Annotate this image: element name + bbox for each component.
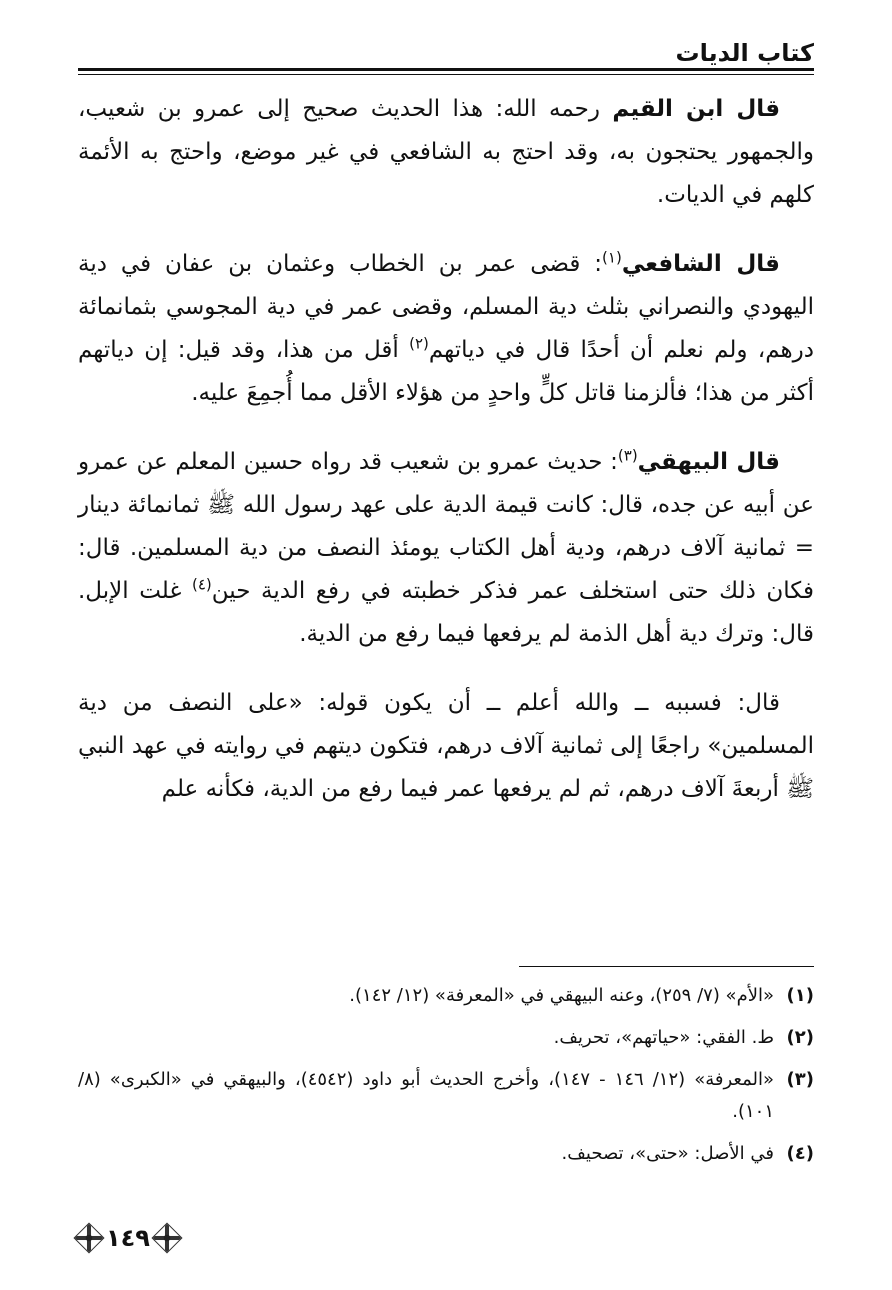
paragraph-lead: قال ابن القيم (612, 96, 781, 122)
paragraph-lead: قال البيهقي (637, 449, 780, 475)
footnote-reference-3: (٣) (617, 446, 638, 465)
paragraph-text-part-2: غلت الإبل. قال: وترك دية أهل الذمة لم يرفعها فيما رفع من الدية. (78, 578, 814, 647)
footnote-item (78, 1022, 814, 1054)
page-number-block (78, 1224, 190, 1252)
paragraph-bayhaqi (78, 441, 814, 656)
footnote-number: (٤) (786, 1143, 814, 1164)
footnote-separator (519, 966, 814, 967)
footnotes (78, 980, 814, 1180)
footnote-reference-4: (٤) (192, 575, 212, 594)
paragraph-ibn-al-qayyim (78, 88, 814, 217)
footnote-number: (٣) (786, 1069, 814, 1090)
footnote-reference-1: (١) (602, 248, 622, 267)
footnote-number: (٢) (786, 1027, 814, 1048)
footnote-text: ط. الفقي: «حياتهم»، تحريف. (553, 1027, 774, 1048)
footnote-text: «المعرفة» (١٢/ ١٤٦ - ١٤٧)، وأخرج الحديث أبو داود (٤٥٤٢)، والبيهقي في «الكبرى» (٨/ ١٠١). (78, 1069, 774, 1122)
footnote-text: في الأصل: «حتى»، تصحيف. (561, 1143, 774, 1164)
footnote-item (78, 1064, 814, 1128)
page-number: ١٤٩ (106, 1224, 150, 1252)
footnote-item (78, 1138, 814, 1170)
paragraph-lead: قال الشافعي (621, 251, 780, 277)
footnote-number: (١) (786, 985, 814, 1006)
paragraph-text-part-1: : حديث عمرو بن شعيب قد رواه حسين المعلم عن عمرو عن أبيه عن جده، قال: كانت قيمة الدية على عهد رسول الله ﷺ ثمانمائة دينار = ثمانية آلاف درهم، ودية أهل الكتاب يومئذ النصف من دية المسلمين. قال: فكان ذلك حتى استخلف عمر فذكر خطبته في رفع الدية حين (78, 449, 814, 604)
paragraph-text-part-1: : قضى عمر بن الخطاب وعثمان بن عفان في دية اليهودي والنصراني بثلث دية المسلم، وقضى عمر في دية المجوسي بثمانمائة درهم، ولم نعلم أن أحدًا قال في دياتهم (78, 251, 815, 363)
running-title: كتاب الديات (675, 39, 814, 67)
paragraph-text-part-2: أقل من هذا، وقد قيل: إن دياتهم أكثر من هذا؛ فألزمنا قاتل كلٍّ واحدٍ من هؤلاء الأقل مما أُجمِعَ عليه. (78, 337, 814, 406)
paragraph-explanation (78, 682, 814, 811)
paragraph-text: قال: فسببه ــ والله أعلم ــ أن يكون قوله: «على النصف من دية المسلمين» راجعًا إلى ثمانية آلاف درهم، فتكون ديتهم في روايته في عهد النبي ﷺ أربعةَ آلاف درهم، ثم لم يرفعها عمر فيما رفع من الدية، فكأنه علم (78, 690, 814, 802)
paragraph-text: : هذا الحديث صحيح إلى عمرو بن شعيب، والجمهور يحتجون به، وقد احتج به الشافعي في غير موضع، واحتج به الأئمة كلهم في الديات. (78, 96, 814, 208)
main-text (78, 88, 814, 958)
honorific-text: رحمه الله (503, 96, 613, 122)
page-header (78, 32, 814, 76)
footnote-reference-2: (٢) (409, 334, 429, 353)
footnote-text: «الأم» (٧/ ٢٥٩)، وعنه البيهقي في «المعرفة» (١٢/ ١٤٢). (349, 985, 774, 1006)
ornament-icon (151, 1222, 182, 1253)
paragraph-shafii (78, 243, 814, 415)
header-thin-rule (78, 74, 814, 75)
header-thick-rule (78, 68, 814, 71)
ornament-icon (73, 1222, 104, 1253)
footnote-item (78, 980, 814, 1012)
